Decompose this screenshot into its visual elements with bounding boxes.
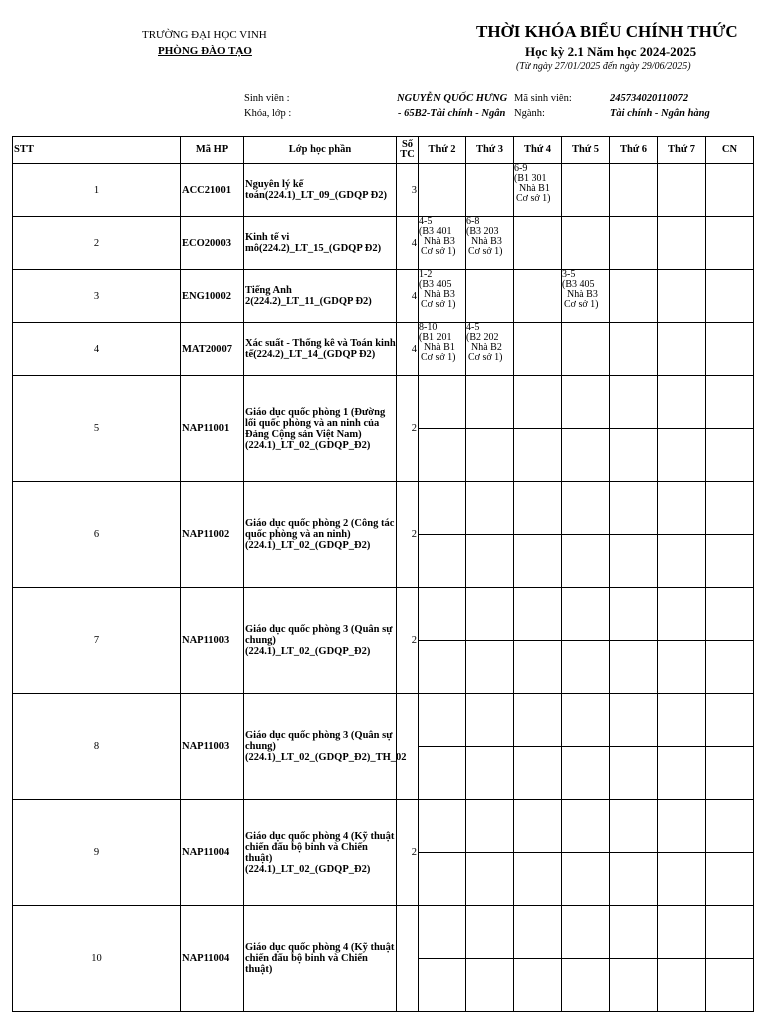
header-name: Lớp học phần bbox=[244, 137, 397, 164]
row-stt: 7 bbox=[13, 588, 181, 694]
row-stt: 10 bbox=[13, 906, 181, 1012]
course-credits: 2 bbox=[397, 800, 419, 906]
slot-campus: Cơ sở 1) bbox=[421, 352, 456, 363]
slot-fri bbox=[610, 588, 658, 641]
slot-thu bbox=[562, 429, 610, 482]
course-code: NAP11003 bbox=[181, 588, 244, 694]
slot-building: Nhà B1 bbox=[424, 342, 455, 353]
slot-tue bbox=[466, 906, 514, 959]
slot-thu bbox=[562, 959, 610, 1012]
slot-sun bbox=[706, 853, 754, 906]
course-credits bbox=[397, 906, 419, 1012]
slot-fri bbox=[610, 323, 658, 376]
slot-room: (B3 405 bbox=[419, 279, 452, 290]
slot-sat bbox=[658, 376, 706, 429]
course-name: Xác suất - Thống kê và Toán kinh tế(224.2)_LT_14_(GDQP Đ2) bbox=[244, 323, 397, 376]
course-name: Tiếng Anh 2(224.2)_LT_11_(GDQP Đ2) bbox=[244, 270, 397, 323]
header-credits-line2: TC bbox=[400, 149, 415, 160]
slot-thu bbox=[562, 270, 610, 323]
slot-sun bbox=[706, 164, 754, 217]
slot-building: Nhà B3 bbox=[471, 236, 502, 247]
slot-sat bbox=[658, 853, 706, 906]
slot-mon bbox=[419, 535, 466, 588]
slot-sun bbox=[706, 641, 754, 694]
slot-building: Nhà B3 bbox=[567, 289, 598, 300]
table-row bbox=[13, 323, 754, 376]
slot-tue bbox=[466, 641, 514, 694]
slot-wed bbox=[514, 588, 562, 641]
course-credits: 4 bbox=[397, 323, 419, 376]
semester: Học kỳ 2.1 Năm học 2024-2025 bbox=[525, 44, 697, 59]
slot-tue bbox=[466, 853, 514, 906]
slot-fri bbox=[610, 164, 658, 217]
course-name: Nguyên lý kế toán(224.1)_LT_09_(GDQP Đ2) bbox=[244, 164, 397, 217]
slot-sat bbox=[658, 164, 706, 217]
slot-fri bbox=[610, 270, 658, 323]
row-stt: 4 bbox=[13, 323, 181, 376]
row-stt: 1 bbox=[13, 164, 181, 217]
slot-campus: Cơ sở 1) bbox=[421, 246, 456, 257]
table-row bbox=[13, 906, 754, 959]
header-fri: Thứ 6 bbox=[610, 137, 658, 164]
slot-building: Nhà B3 bbox=[424, 289, 455, 300]
course-credits: 4 bbox=[397, 217, 419, 270]
slot-periods: 4-5 bbox=[419, 216, 433, 227]
student-label: Sinh viên : bbox=[244, 93, 290, 104]
table-row bbox=[13, 270, 754, 323]
slot-sun bbox=[706, 270, 754, 323]
slot-mon bbox=[419, 906, 466, 959]
student-class: - 65B2-Tài chính - Ngân bbox=[398, 108, 506, 119]
slot-sat bbox=[658, 959, 706, 1012]
slot-tue bbox=[466, 164, 514, 217]
slot-tue bbox=[466, 323, 514, 376]
slot-campus: Cơ sở 1) bbox=[516, 193, 551, 204]
slot-fri bbox=[610, 429, 658, 482]
slot-fri bbox=[610, 853, 658, 906]
slot-thu bbox=[562, 376, 610, 429]
slot-sat bbox=[658, 482, 706, 535]
slot-thu bbox=[562, 747, 610, 800]
row-stt: 5 bbox=[13, 376, 181, 482]
slot-sun bbox=[706, 588, 754, 641]
slot-wed bbox=[514, 376, 562, 429]
course-code: ACC21001 bbox=[181, 164, 244, 217]
slot-fri bbox=[610, 641, 658, 694]
slot-thu bbox=[562, 535, 610, 588]
slot-mon bbox=[419, 164, 466, 217]
slot-mon bbox=[419, 800, 466, 853]
slot-fri bbox=[610, 217, 658, 270]
slot-building: Nhà B2 bbox=[471, 342, 502, 353]
slot-thu bbox=[562, 800, 610, 853]
slot-thu bbox=[562, 323, 610, 376]
table-row bbox=[13, 164, 754, 217]
slot-wed bbox=[514, 164, 562, 217]
slot-sat bbox=[658, 429, 706, 482]
slot-sun bbox=[706, 694, 754, 747]
slot-building: Nhà B3 bbox=[424, 236, 455, 247]
slot-wed bbox=[514, 747, 562, 800]
header-code: Mã HP bbox=[181, 137, 244, 164]
course-code: NAP11004 bbox=[181, 800, 244, 906]
slot-sat bbox=[658, 217, 706, 270]
slot-room: (B1 201 bbox=[419, 332, 452, 343]
slot-room: (B3 405 bbox=[562, 279, 595, 290]
course-name: Giáo dục quốc phòng 4 (Kỹ thuật chiến đấu bộ binh và Chiến thuật) bbox=[244, 906, 397, 1012]
slot-tue bbox=[466, 959, 514, 1012]
header-stt: STT bbox=[13, 137, 181, 164]
slot-sun bbox=[706, 959, 754, 1012]
slot-fri bbox=[610, 535, 658, 588]
slot-room: (B3 401 bbox=[419, 226, 452, 237]
course-name: Kinh tế vi mô(224.2)_LT_15_(GDQP Đ2) bbox=[244, 217, 397, 270]
slot-sun bbox=[706, 376, 754, 429]
row-stt: 3 bbox=[13, 270, 181, 323]
slot-thu bbox=[562, 217, 610, 270]
course-name: Giáo dục quốc phòng 2 (Công tác quốc phòng và an ninh)(224.1)_LT_02_(GDQP_Đ2) bbox=[244, 482, 397, 588]
slot-thu bbox=[562, 906, 610, 959]
slot-tue bbox=[466, 482, 514, 535]
date-range: (Từ ngày 27/01/2025 đến ngày 29/06/2025) bbox=[516, 61, 691, 72]
course-code: MAT20007 bbox=[181, 323, 244, 376]
major-label: Ngành: bbox=[514, 108, 545, 119]
course-credits: 2 bbox=[397, 376, 419, 482]
header-mon: Thứ 2 bbox=[419, 137, 466, 164]
row-stt: 8 bbox=[13, 694, 181, 800]
slot-thu bbox=[562, 694, 610, 747]
student-id: 245734020110072 bbox=[610, 93, 689, 104]
slot-sat bbox=[658, 270, 706, 323]
header-sun: CN bbox=[706, 137, 754, 164]
slot-campus: Cơ sở 1) bbox=[468, 246, 503, 257]
slot-tue bbox=[466, 800, 514, 853]
course-code: NAP11002 bbox=[181, 482, 244, 588]
slot-wed bbox=[514, 853, 562, 906]
course-code: NAP11004 bbox=[181, 906, 244, 1012]
slot-fri bbox=[610, 747, 658, 800]
slot-mon bbox=[419, 853, 466, 906]
student-major: Tài chính - Ngân hàng bbox=[610, 108, 710, 119]
header-sat: Thứ 7 bbox=[658, 137, 706, 164]
slot-fri bbox=[610, 959, 658, 1012]
header-tue: Thứ 3 bbox=[466, 137, 514, 164]
header-thu: Thứ 5 bbox=[562, 137, 610, 164]
table-row bbox=[13, 217, 754, 270]
course-code: ECO20003 bbox=[181, 217, 244, 270]
slot-mon bbox=[419, 323, 466, 376]
slot-thu bbox=[562, 588, 610, 641]
slot-sat bbox=[658, 588, 706, 641]
slot-sun bbox=[706, 323, 754, 376]
slot-campus: Cơ sở 1) bbox=[564, 299, 599, 310]
page-title: THỜI KHÓA BIỂU CHÍNH THỨC bbox=[476, 22, 738, 41]
timetable bbox=[12, 136, 753, 975]
slot-mon bbox=[419, 747, 466, 800]
slot-sun bbox=[706, 482, 754, 535]
slot-mon bbox=[419, 641, 466, 694]
student-id-label: Mã sinh viên: bbox=[514, 93, 572, 104]
table-row bbox=[13, 800, 754, 853]
course-credits: 2 bbox=[397, 482, 419, 588]
course-credits: 3 bbox=[397, 164, 419, 217]
slot-tue bbox=[466, 376, 514, 429]
slot-mon bbox=[419, 270, 466, 323]
slot-sun bbox=[706, 747, 754, 800]
table-row bbox=[13, 482, 754, 535]
slot-room: (B2 202 bbox=[466, 332, 499, 343]
slot-sat bbox=[658, 323, 706, 376]
course-name: Giáo dục quốc phòng 4 (Kỹ thuật chiến đấu bộ binh và Chiến thuật)(224.1)_LT_02_(GDQP_Đ2) bbox=[244, 800, 397, 906]
slot-mon bbox=[419, 217, 466, 270]
slot-tue bbox=[466, 588, 514, 641]
slot-tue bbox=[466, 429, 514, 482]
slot-tue bbox=[466, 535, 514, 588]
slot-sat bbox=[658, 747, 706, 800]
slot-wed bbox=[514, 906, 562, 959]
slot-campus: Cơ sở 1) bbox=[468, 352, 503, 363]
slot-room: (B1 301 bbox=[514, 173, 547, 184]
slot-thu bbox=[562, 164, 610, 217]
slot-mon bbox=[419, 429, 466, 482]
row-stt: 9 bbox=[13, 800, 181, 906]
header-wed: Thứ 4 bbox=[514, 137, 562, 164]
slot-tue bbox=[466, 747, 514, 800]
table-row bbox=[13, 694, 754, 747]
course-credits: 2 bbox=[397, 588, 419, 694]
slot-mon bbox=[419, 959, 466, 1012]
course-name: Giáo dục quốc phòng 1 (Đường lối quốc phòng và an ninh của Đảng Cộng sản Việt Nam)(224.1)_LT_02_(GDQP_Đ2) bbox=[244, 376, 397, 482]
slot-sat bbox=[658, 906, 706, 959]
table-row bbox=[13, 376, 754, 429]
course-name: Giáo dục quốc phòng 3 (Quân sự chung)(224.1)_LT_02_(GDQP_Đ2)_TH_02 bbox=[244, 694, 397, 800]
student-name: NGUYỄN QUỐC HƯNG bbox=[397, 93, 508, 104]
slot-mon bbox=[419, 588, 466, 641]
course-code: ENG10002 bbox=[181, 270, 244, 323]
slot-fri bbox=[610, 482, 658, 535]
row-stt: 2 bbox=[13, 217, 181, 270]
table-row bbox=[13, 588, 754, 641]
slot-fri bbox=[610, 906, 658, 959]
slot-room: (B3 203 bbox=[466, 226, 499, 237]
slot-mon bbox=[419, 482, 466, 535]
slot-sat bbox=[658, 694, 706, 747]
slot-periods: 3-5 bbox=[562, 269, 576, 280]
slot-sun bbox=[706, 800, 754, 853]
slot-fri bbox=[610, 800, 658, 853]
slot-sun bbox=[706, 535, 754, 588]
course-code: NAP11001 bbox=[181, 376, 244, 482]
slot-wed bbox=[514, 270, 562, 323]
slot-wed bbox=[514, 694, 562, 747]
slot-sun bbox=[706, 906, 754, 959]
slot-fri bbox=[610, 376, 658, 429]
slot-wed bbox=[514, 959, 562, 1012]
school-name: TRƯỜNG ĐẠI HỌC VINH bbox=[142, 29, 267, 41]
slot-wed bbox=[514, 482, 562, 535]
slot-thu bbox=[562, 641, 610, 694]
slot-mon bbox=[419, 376, 466, 429]
slot-sun bbox=[706, 217, 754, 270]
slot-tue bbox=[466, 694, 514, 747]
slot-wed bbox=[514, 429, 562, 482]
slot-sat bbox=[658, 800, 706, 853]
course-credits bbox=[397, 694, 419, 800]
department-name: PHÒNG ĐÀO TẠO bbox=[158, 45, 252, 57]
slot-wed bbox=[514, 800, 562, 853]
slot-campus: Cơ sở 1) bbox=[421, 299, 456, 310]
slot-periods: 6-9 bbox=[514, 163, 528, 174]
slot-sun bbox=[706, 429, 754, 482]
header-credits bbox=[397, 137, 419, 164]
slot-mon bbox=[419, 694, 466, 747]
slot-periods: 6-8 bbox=[466, 216, 480, 227]
header-credits-line1: Số bbox=[401, 139, 414, 150]
course-credits: 4 bbox=[397, 270, 419, 323]
slot-tue bbox=[466, 270, 514, 323]
slot-periods: 1-2 bbox=[419, 269, 433, 280]
slot-building: Nhà B1 bbox=[519, 183, 550, 194]
table-header-row bbox=[13, 137, 754, 164]
slot-sat bbox=[658, 535, 706, 588]
slot-wed bbox=[514, 323, 562, 376]
slot-periods: 8-10 bbox=[419, 322, 438, 333]
course-code: NAP11003 bbox=[181, 694, 244, 800]
slot-wed bbox=[514, 641, 562, 694]
slot-sat bbox=[658, 641, 706, 694]
course-name: Giáo dục quốc phòng 3 (Quân sự chung)(224.1)_LT_02_(GDQP_Đ2) bbox=[244, 588, 397, 694]
slot-fri bbox=[610, 694, 658, 747]
slot-thu bbox=[562, 853, 610, 906]
timetable-table bbox=[12, 136, 754, 1012]
row-stt: 6 bbox=[13, 482, 181, 588]
slot-tue bbox=[466, 217, 514, 270]
slot-periods: 4-5 bbox=[466, 322, 480, 333]
slot-wed bbox=[514, 535, 562, 588]
class-label: Khóa, lớp : bbox=[244, 108, 292, 119]
slot-wed bbox=[514, 217, 562, 270]
slot-thu bbox=[562, 482, 610, 535]
